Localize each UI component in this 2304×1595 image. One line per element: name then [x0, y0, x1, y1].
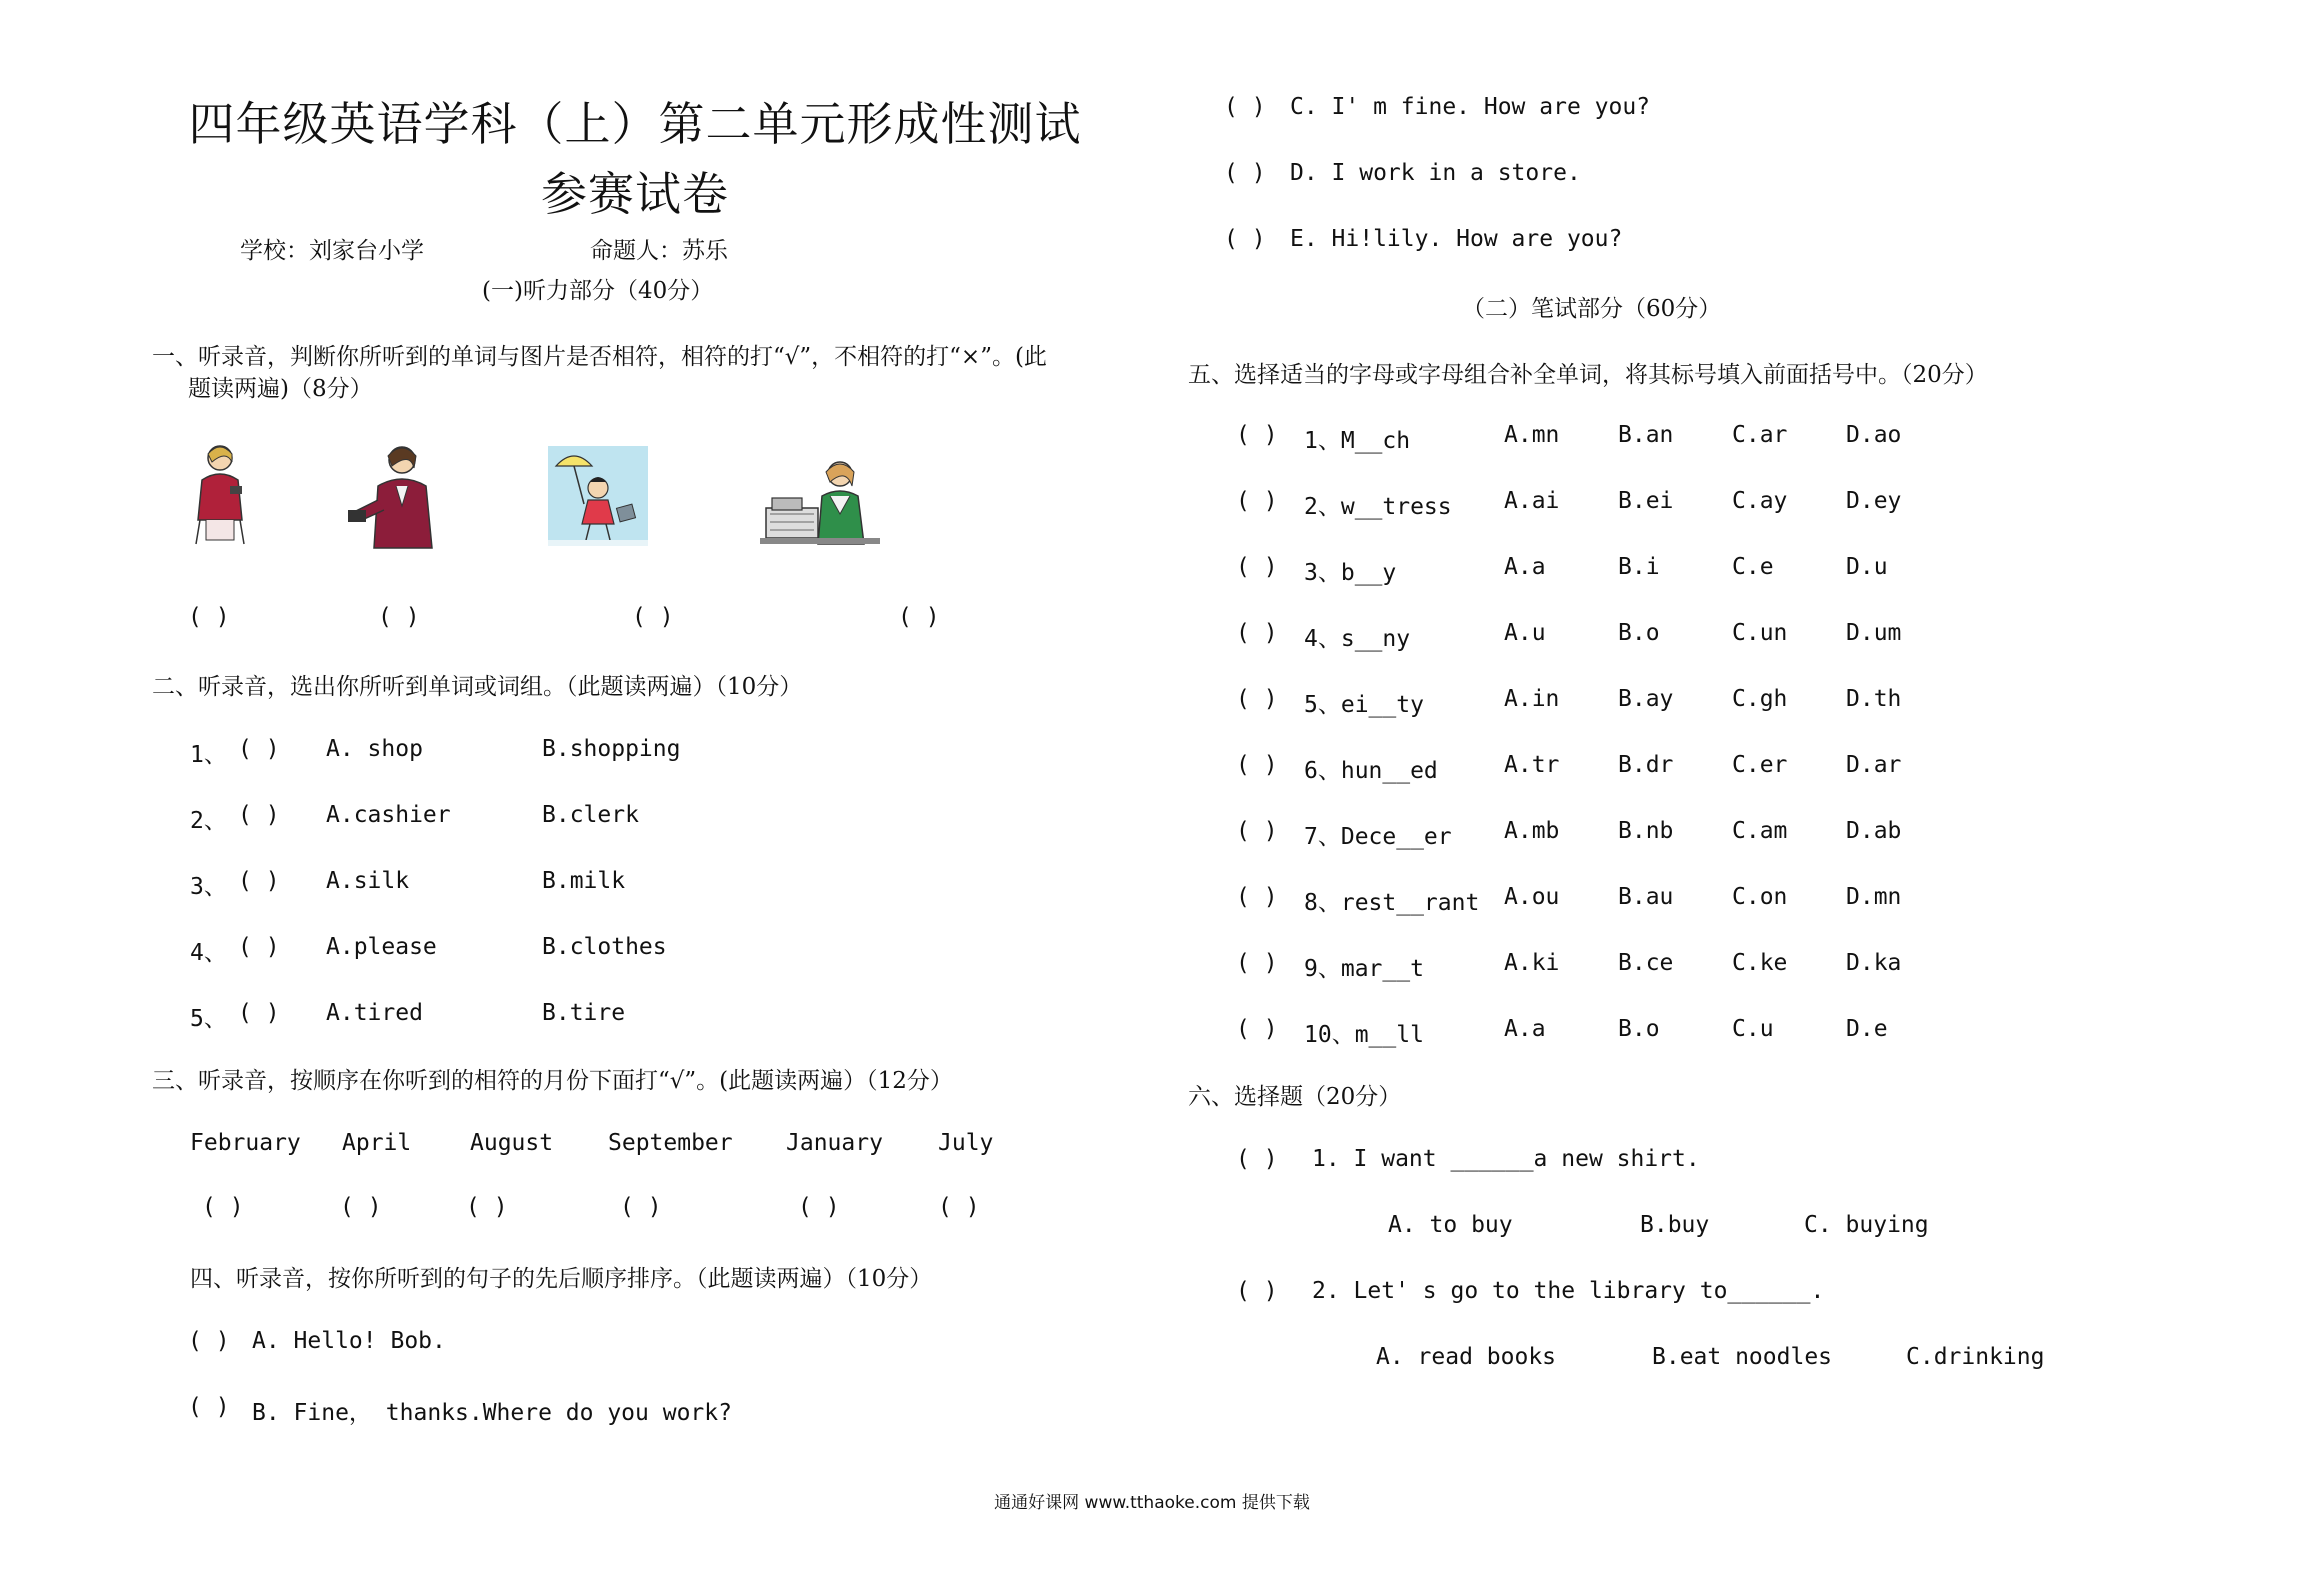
q5-heading: 五、选择适当的字母或字母组合补全单词，将其标号填入前面括号中。（20分） — [1188, 362, 1988, 388]
q5-option-b: B.dr — [1618, 752, 1674, 778]
q5-option-b: B.ay — [1618, 686, 1674, 712]
month-label: February — [190, 1130, 301, 1156]
q3-blank[interactable]: ( ) — [466, 1194, 508, 1220]
q5-option-c: C.e — [1732, 554, 1774, 580]
q5-option-d: D.um — [1846, 620, 1902, 646]
q5-option-d: D.ka — [1846, 950, 1902, 976]
q2-option-b: B.clerk — [542, 802, 639, 828]
q4-sentence: B. Fine， thanks.Where do you work? — [252, 1400, 732, 1426]
q5-option-d: D.ar — [1846, 752, 1902, 778]
q5-answer-blank[interactable]: ( ) — [1236, 950, 1278, 976]
q5-answer-blank[interactable]: ( ) — [1236, 554, 1278, 580]
q5-option-b: B.o — [1618, 1016, 1660, 1042]
page-subtitle: 参赛试卷 — [541, 167, 729, 221]
q3-blank[interactable]: ( ) — [938, 1194, 980, 1220]
q4-sentence: A. Hello! Bob. — [252, 1328, 446, 1354]
q5-option-a: A.a — [1504, 554, 1546, 580]
q5-option-a: A.mb — [1504, 818, 1560, 844]
q5-answer-blank[interactable]: ( ) — [1236, 422, 1278, 448]
q4-answer-blank[interactable]: ( ) — [1224, 94, 1266, 120]
q2-option-a: A.cashier — [326, 802, 451, 828]
q5-option-c: C.un — [1732, 620, 1788, 646]
q5-word: 2、w__tress — [1304, 494, 1452, 520]
q2-option-a: A.please — [326, 934, 437, 960]
q4-sentence: E. Hi!lily. How are you? — [1290, 226, 1623, 252]
girl-with-umbrella-icon — [548, 446, 648, 546]
q5-option-a: A.in — [1504, 686, 1560, 712]
q5-word: 10、m__ll — [1304, 1022, 1424, 1048]
month-label: July — [938, 1130, 994, 1156]
q2-heading: 二、听录音，选出你所听到单词或词组。（此题读两遍）（10分） — [152, 674, 803, 700]
q3-blank[interactable]: ( ) — [340, 1194, 382, 1220]
q2-option-b: B.milk — [542, 868, 626, 894]
woman-on-phone-icon — [182, 440, 262, 550]
q5-option-d: D.th — [1846, 686, 1902, 712]
footer-credit: 通通好课网 www.tthaoke.com 提供下载 — [994, 1493, 1310, 1513]
q6-stem: 1. I want ______a new shirt. — [1312, 1146, 1700, 1172]
q5-option-c: C.on — [1732, 884, 1788, 910]
q2-option-a: A.tired — [326, 1000, 423, 1026]
q5-answer-blank[interactable]: ( ) — [1236, 818, 1278, 844]
q4-heading: 四、听录音，按你所听到的句子的先后顺序排序。（此题读两遍）（10分） — [190, 1266, 933, 1292]
q1-blank-3[interactable]: ( ) — [632, 604, 674, 630]
q1-heading-line1: 一、听录音，判断你所听到的单词与图片是否相符，相符的打“√”，不相符的打“×”。(此 — [152, 344, 1047, 370]
q5-option-b: B.ce — [1618, 950, 1674, 976]
q2-item-number: 2、 — [190, 808, 227, 834]
q2-item-number: 5、 — [190, 1006, 227, 1032]
q5-option-c: C.am — [1732, 818, 1788, 844]
q6-option-b: B.eat noodles — [1652, 1344, 1833, 1370]
q5-option-c: C.ay — [1732, 488, 1788, 514]
q5-option-a: A.ki — [1504, 950, 1560, 976]
q6-heading: 六、选择题（20分） — [1188, 1084, 1402, 1110]
q5-answer-blank[interactable]: ( ) — [1236, 488, 1278, 514]
q2-item-number: 1、 — [190, 742, 227, 768]
q1-blank-2[interactable]: ( ) — [378, 604, 420, 630]
q5-option-b: B.an — [1618, 422, 1674, 448]
q5-answer-blank[interactable]: ( ) — [1236, 884, 1278, 910]
q5-option-d: D.ao — [1846, 422, 1902, 448]
q1-blank-4[interactable]: ( ) — [898, 604, 940, 630]
q4-answer-blank[interactable]: ( ) — [1224, 226, 1266, 252]
month-label: August — [470, 1130, 554, 1156]
page-title: 四年级英语学科（上）第二单元形成性测试 — [188, 97, 1082, 151]
q5-answer-blank[interactable]: ( ) — [1236, 620, 1278, 646]
q3-blank[interactable]: ( ) — [202, 1194, 244, 1220]
q4-answer-blank[interactable]: ( ) — [1224, 160, 1266, 186]
q1-blank-1[interactable]: ( ) — [188, 604, 230, 630]
q5-option-c: C.gh — [1732, 686, 1788, 712]
q5-word: 7、Dece__er — [1304, 824, 1452, 850]
q5-word: 6、hun__ed — [1304, 758, 1438, 784]
q2-answer-blank[interactable]: ( ) — [238, 736, 280, 762]
q2-answer-blank[interactable]: ( ) — [238, 802, 280, 828]
q6-option-a: A. read books — [1376, 1344, 1557, 1370]
q2-answer-blank[interactable]: ( ) — [238, 868, 280, 894]
written-part-heading: （二）笔试部分（60分） — [1462, 296, 1722, 322]
q5-option-a: A.ai — [1504, 488, 1560, 514]
q5-option-d: D.u — [1846, 554, 1888, 580]
month-label: September — [608, 1130, 733, 1156]
q5-option-a: A.u — [1504, 620, 1546, 646]
q6-option-b: B.buy — [1640, 1212, 1710, 1238]
q5-answer-blank[interactable]: ( ) — [1236, 686, 1278, 712]
q5-word: 1、M__ch — [1304, 428, 1411, 454]
q6-option-a: A. to buy — [1388, 1212, 1513, 1238]
q5-option-b: B.o — [1618, 620, 1660, 646]
q5-option-b: B.nb — [1618, 818, 1674, 844]
q5-option-c: C.ar — [1732, 422, 1788, 448]
q6-answer-blank[interactable]: ( ) — [1236, 1146, 1278, 1172]
cashier-at-register-icon — [760, 452, 880, 552]
q5-option-b: B.au — [1618, 884, 1674, 910]
q2-option-b: B.clothes — [542, 934, 667, 960]
q5-option-c: C.u — [1732, 1016, 1774, 1042]
q6-option-c: C. buying — [1804, 1212, 1929, 1238]
q5-option-a: A.ou — [1504, 884, 1560, 910]
q2-option-b: B.shopping — [542, 736, 681, 762]
woman-with-wallet-icon — [340, 440, 450, 550]
month-label: January — [786, 1130, 883, 1156]
q5-option-c: C.ke — [1732, 950, 1788, 976]
q6-stem: 2. Let' s go to the library to______. — [1312, 1278, 1825, 1304]
q5-option-c: C.er — [1732, 752, 1788, 778]
q5-word: 3、b__y — [1304, 560, 1397, 586]
q5-option-a: A.tr — [1504, 752, 1560, 778]
q5-word: 4、s__ny — [1304, 626, 1411, 652]
q5-option-a: A.mn — [1504, 422, 1560, 448]
q4-sentence: D. I work in a store. — [1290, 160, 1581, 186]
q4-answer-blank[interactable]: ( ) — [188, 1328, 230, 1354]
q5-answer-blank[interactable]: ( ) — [1236, 752, 1278, 778]
q2-option-a: A. shop — [326, 736, 423, 762]
q5-option-a: A.a — [1504, 1016, 1546, 1042]
listening-part-heading: (一)听力部分（40分） — [482, 278, 714, 304]
q5-option-b: B.ei — [1618, 488, 1674, 514]
q5-word: 5、ei__ty — [1304, 692, 1424, 718]
q2-option-b: B.tire — [542, 1000, 626, 1026]
q4-sentence: C. I' m fine. How are you? — [1290, 94, 1651, 120]
q3-blank[interactable]: ( ) — [798, 1194, 840, 1220]
q2-answer-blank[interactable]: ( ) — [238, 934, 280, 960]
q5-option-d: D.ey — [1846, 488, 1902, 514]
q3-heading: 三、听录音，按顺序在你听到的相符的月份下面打“√”。(此题读两遍）（12分） — [152, 1068, 953, 1094]
q5-word: 9、mar__t — [1304, 956, 1424, 982]
school-label: 学校：刘家台小学 — [240, 238, 424, 264]
q2-answer-blank[interactable]: ( ) — [238, 1000, 280, 1026]
author-label: 命题人：苏乐 — [590, 238, 728, 264]
q5-word: 8、rest__rant — [1304, 890, 1480, 916]
q6-option-c: C.drinking — [1906, 1344, 2045, 1370]
q6-answer-blank[interactable]: ( ) — [1236, 1278, 1278, 1304]
q2-item-number: 3、 — [190, 874, 227, 900]
q5-option-d: D.mn — [1846, 884, 1902, 910]
q1-heading-line2: 题读两遍)（8分） — [188, 376, 373, 402]
q3-blank[interactable]: ( ) — [620, 1194, 662, 1220]
q5-answer-blank[interactable]: ( ) — [1236, 1016, 1278, 1042]
month-label: April — [342, 1130, 412, 1156]
q5-option-d: D.e — [1846, 1016, 1888, 1042]
q4-answer-blank[interactable]: ( ) — [188, 1394, 230, 1420]
q5-option-d: D.ab — [1846, 818, 1902, 844]
q2-item-number: 4、 — [190, 940, 227, 966]
q5-option-b: B.i — [1618, 554, 1660, 580]
q2-option-a: A.silk — [326, 868, 410, 894]
